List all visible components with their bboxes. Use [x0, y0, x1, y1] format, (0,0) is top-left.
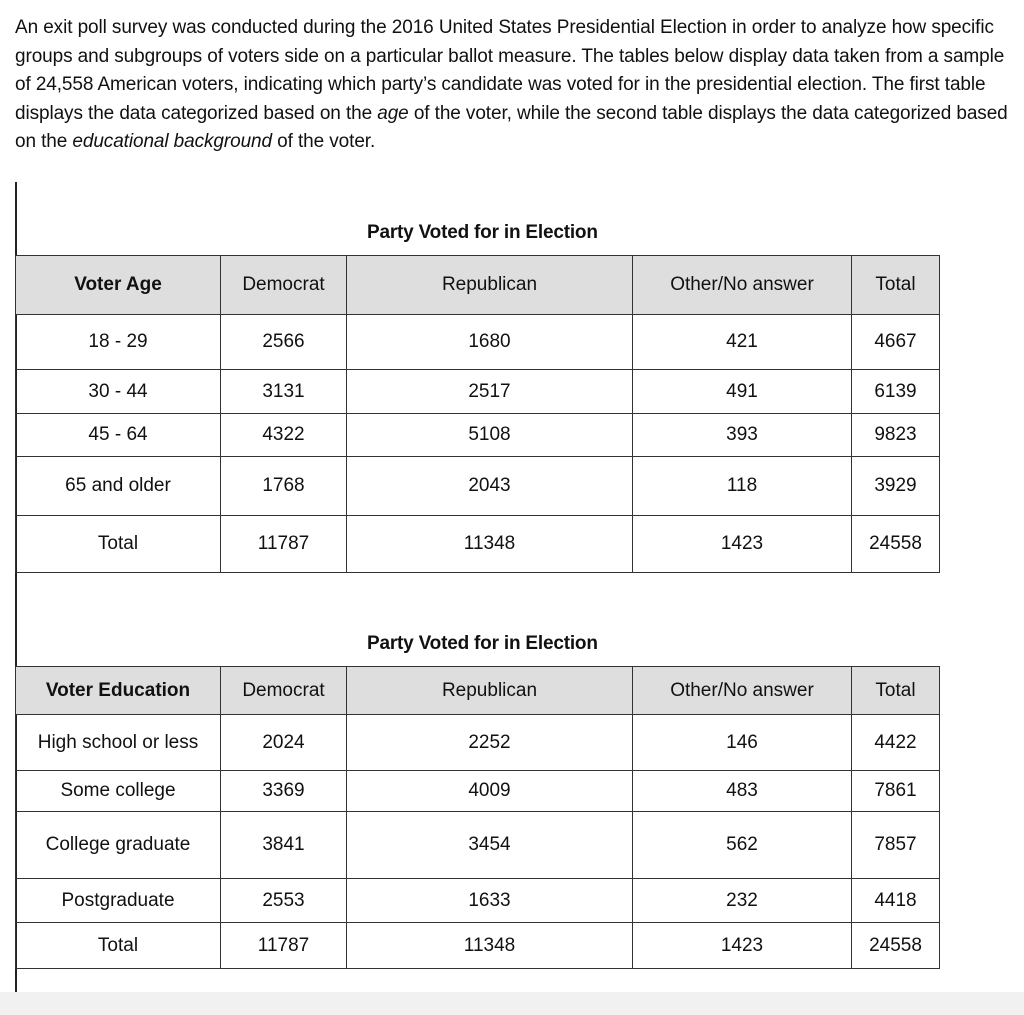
other-cell: 1423	[633, 923, 852, 969]
total-row	[16, 923, 940, 969]
democrat-cell: 1768	[221, 457, 347, 516]
age-table-caption: Party Voted for in Election	[367, 222, 598, 243]
republican-cell: 3454	[347, 812, 633, 879]
other-cell: 491	[633, 370, 852, 414]
age-group-cell: 65 and older	[16, 457, 221, 516]
other-cell: 421	[633, 315, 852, 370]
table-row	[16, 715, 940, 771]
republican-cell: 2252	[347, 715, 633, 771]
other-cell: 483	[633, 771, 852, 812]
education-header-voter-education: Voter Education	[16, 667, 221, 715]
age-header-democrat: Democrat	[221, 256, 347, 315]
education-header-republican: Republican	[347, 667, 633, 715]
intro-paragraph	[15, 14, 1015, 157]
intro-emphasis-education: educational background	[72, 131, 272, 152]
total-cell: 24558	[852, 516, 940, 573]
education-level-cell: College graduate	[16, 812, 221, 879]
intro-text-1: An exit poll survey was conducted during the 2016 United States Presidential Election in order to analyze how specific groups and subgroups of voters side on a particular ballot measure. The tables below display data taken from a sample of 24,558 American voters, indicating which party’s candidate was voted for in the presidential election. The first table displays the data categorized based on the	[15, 17, 1005, 124]
democrat-cell: 2553	[221, 879, 347, 923]
table-row	[16, 879, 940, 923]
bottom-edge-band	[0, 992, 1024, 1015]
education-header-row	[16, 667, 940, 715]
age-group-cell: Total	[16, 516, 221, 573]
total-cell: 4422	[852, 715, 940, 771]
total-cell: 7857	[852, 812, 940, 879]
democrat-cell: 3841	[221, 812, 347, 879]
democrat-cell: 2566	[221, 315, 347, 370]
other-cell: 393	[633, 414, 852, 457]
intro-text-2: of the voter, while the second table displays the data categorized based on the	[15, 102, 1008, 152]
intro-emphasis-age: age	[377, 102, 409, 124]
other-cell: 146	[633, 715, 852, 771]
democrat-cell: 4322	[221, 414, 347, 457]
table-row	[16, 315, 940, 370]
total-cell: 7861	[852, 771, 940, 812]
age-header-total: Total	[852, 256, 940, 315]
education-level-cell: Postgraduate	[16, 879, 221, 923]
table-row	[16, 370, 940, 414]
other-cell: 1423	[633, 516, 852, 573]
republican-cell: 1633	[347, 879, 633, 923]
republican-cell: 2043	[347, 457, 633, 516]
republican-cell: 2517	[347, 370, 633, 414]
table-row	[16, 812, 940, 879]
education-table	[15, 666, 940, 969]
intro-text-3: of the voter.	[271, 131, 376, 152]
education-level-cell: High school or less	[16, 715, 221, 771]
democrat-cell: 3131	[221, 370, 347, 414]
total-cell: 4418	[852, 879, 940, 923]
other-cell: 232	[633, 879, 852, 923]
other-cell: 118	[633, 457, 852, 516]
table-row	[16, 457, 940, 516]
education-header-democrat: Democrat	[221, 667, 347, 715]
republican-cell: 5108	[347, 414, 633, 457]
age-header-row	[16, 256, 940, 315]
education-header-other: Other/No answer	[633, 667, 852, 715]
republican-cell: 11348	[347, 923, 633, 969]
republican-cell: 11348	[347, 516, 633, 573]
democrat-cell: 11787	[221, 516, 347, 573]
age-group-cell: 18 - 29	[16, 315, 221, 370]
total-cell: 6139	[852, 370, 940, 414]
total-cell: 4667	[852, 315, 940, 370]
age-header-other: Other/No answer	[633, 256, 852, 315]
total-cell: 9823	[852, 414, 940, 457]
other-cell: 562	[633, 812, 852, 879]
age-header-republican: Republican	[347, 256, 633, 315]
age-group-cell: 45 - 64	[16, 414, 221, 457]
age-table	[15, 255, 940, 573]
republican-cell: 4009	[347, 771, 633, 812]
age-group-cell: 30 - 44	[16, 370, 221, 414]
democrat-cell: 3369	[221, 771, 347, 812]
education-level-cell: Some college	[16, 771, 221, 812]
education-header-total: Total	[852, 667, 940, 715]
table-row	[16, 414, 940, 457]
democrat-cell: 11787	[221, 923, 347, 969]
education-level-cell: Total	[16, 923, 221, 969]
total-row	[16, 516, 940, 573]
table-row	[16, 771, 940, 812]
total-cell: 24558	[852, 923, 940, 969]
total-cell: 3929	[852, 457, 940, 516]
democrat-cell: 2024	[221, 715, 347, 771]
republican-cell: 1680	[347, 315, 633, 370]
age-header-voter-age: Voter Age	[16, 256, 221, 315]
education-table-caption: Party Voted for in Election	[367, 633, 598, 654]
